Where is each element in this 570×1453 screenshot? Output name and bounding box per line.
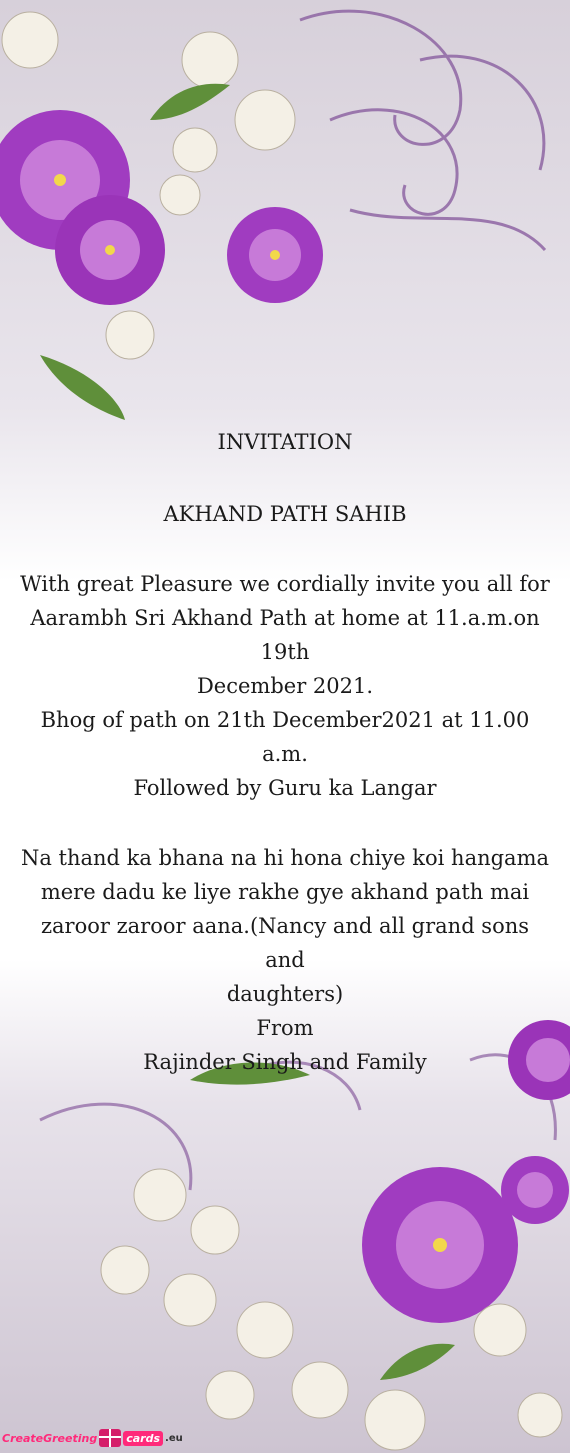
violet-flower-icon: [227, 207, 323, 303]
watermark-tld: .eu: [165, 1432, 183, 1444]
swirl-ornament-icon: [300, 11, 545, 250]
violet-flower-icon: [501, 1156, 569, 1224]
violet-flower-icon: [55, 195, 165, 305]
leaf: [40, 355, 125, 420]
gift-icon: [99, 1429, 121, 1447]
from-name: Rajinder Singh and Family: [143, 1050, 427, 1074]
watermark-text: CreateGreeting: [2, 1431, 98, 1445]
leaf: [380, 1344, 455, 1380]
violet-flower-icon: [362, 1167, 518, 1323]
invitation-title: INVITATION: [217, 430, 353, 454]
invitation-subtitle: AKHAND PATH SAHIB: [163, 502, 407, 526]
site-watermark[interactable]: [2, 1429, 183, 1447]
invitation-details: With great Pleasure we cordially invite you all for Aarambh Sri Akhand Path at home at 11.a.m.on 19th December 2021. Bhog of path on 21th December2021 at 11.00 a.m. Followed by Guru ka Langar: [20, 572, 550, 800]
invitation-text: [20, 425, 550, 1079]
invitation-message: Na thand ka bhana na hi hona chiye koi hangama mere dadu ke liye rakhe gye akhand path mai zaroor zaroor aana.(Nancy and all grand sons and daughters): [20, 846, 550, 1006]
leaf: [150, 84, 230, 120]
from-label: From: [256, 1016, 314, 1040]
watermark-box: cards: [123, 1431, 163, 1446]
